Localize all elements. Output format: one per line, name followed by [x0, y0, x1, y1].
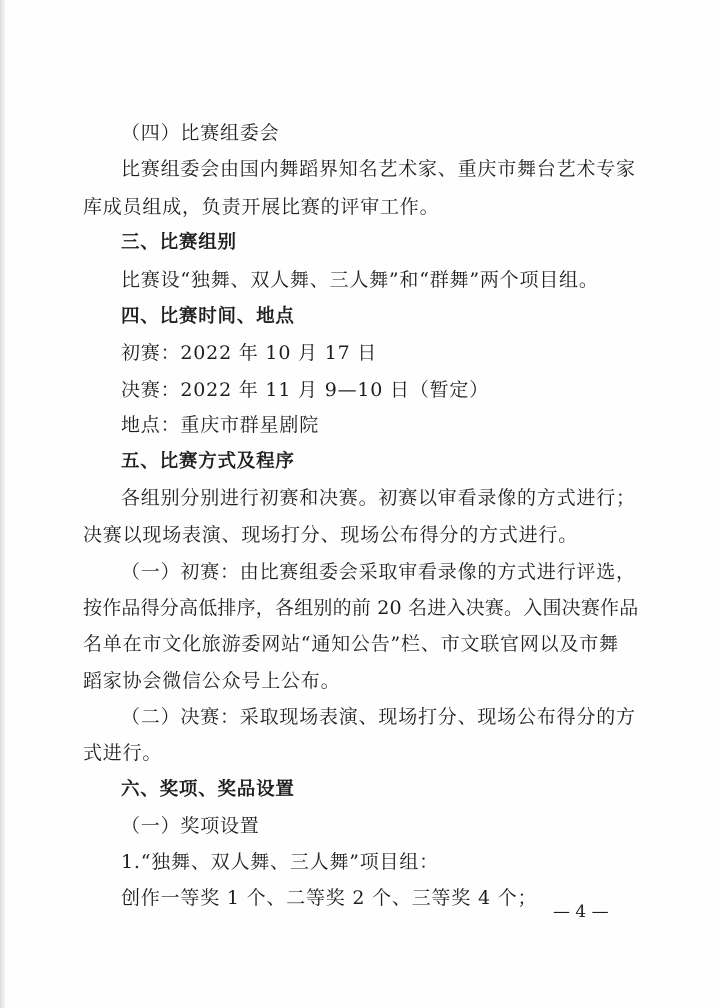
subsection-title-committee: （四）比赛组委会: [121, 122, 280, 144]
paragraph-line: 比赛组委会由国内舞蹈界知名艺术家、重庆市舞台艺术专家: [121, 158, 636, 180]
list-item: 创作一等奖 1 个、二等奖 2 个、三等奖 4 个；: [121, 887, 538, 909]
venue: 地点：重庆市群星剧院: [121, 414, 320, 436]
paragraph-line: 各组别分别进行初赛和决赛。初赛以审看录像的方式进行；: [121, 487, 636, 509]
section-heading-procedure: 五、比赛方式及程序: [121, 451, 295, 472]
preliminary-date: 初赛：2022 年 10 月 17 日: [121, 342, 378, 364]
paragraph-line: 库成员组成，负责开展比赛的评审工作。: [83, 196, 440, 218]
paragraph-line: 蹈家协会微信公众号上公布。: [83, 670, 341, 692]
section-heading-groups: 三、比赛组别: [121, 232, 237, 253]
final-date: 决赛：2022 年 11 月 9—10 日（暂定）: [121, 379, 489, 401]
subsection-title-award-setup: （一）奖项设置: [121, 815, 260, 837]
section-heading-awards: 六、奖项、奖品设置: [121, 779, 295, 800]
paragraph-line: （一）初赛：由比赛组委会采取审看录像的方式进行评选，: [121, 561, 636, 583]
section-heading-time-place: 四、比赛时间、地点: [121, 306, 295, 327]
list-item: 1.“独舞、双人舞、三人舞”项目组：: [121, 851, 439, 873]
paragraph-line: 名单在市文化旅游委网站“通知公告”栏、市文联官网以及市舞: [83, 633, 619, 655]
paragraph-line: 按作品得分高低排序，各组别的前 20 名进入决赛。入围决赛作品: [83, 597, 639, 619]
paragraph-line: （二）决赛：采取现场表演、现场打分、现场公布得分的方: [121, 706, 636, 728]
paragraph-line: 式进行。: [83, 742, 163, 764]
paragraph-line: 比赛设“独舞、双人舞、三人舞”和“群舞”两个项目组。: [121, 269, 599, 291]
page-number: — 4 —: [553, 902, 609, 922]
scan-edge-shadow: [0, 0, 5, 1008]
paragraph-line: 决赛以现场表演、现场打分、现场公布得分的方式进行。: [83, 524, 579, 546]
